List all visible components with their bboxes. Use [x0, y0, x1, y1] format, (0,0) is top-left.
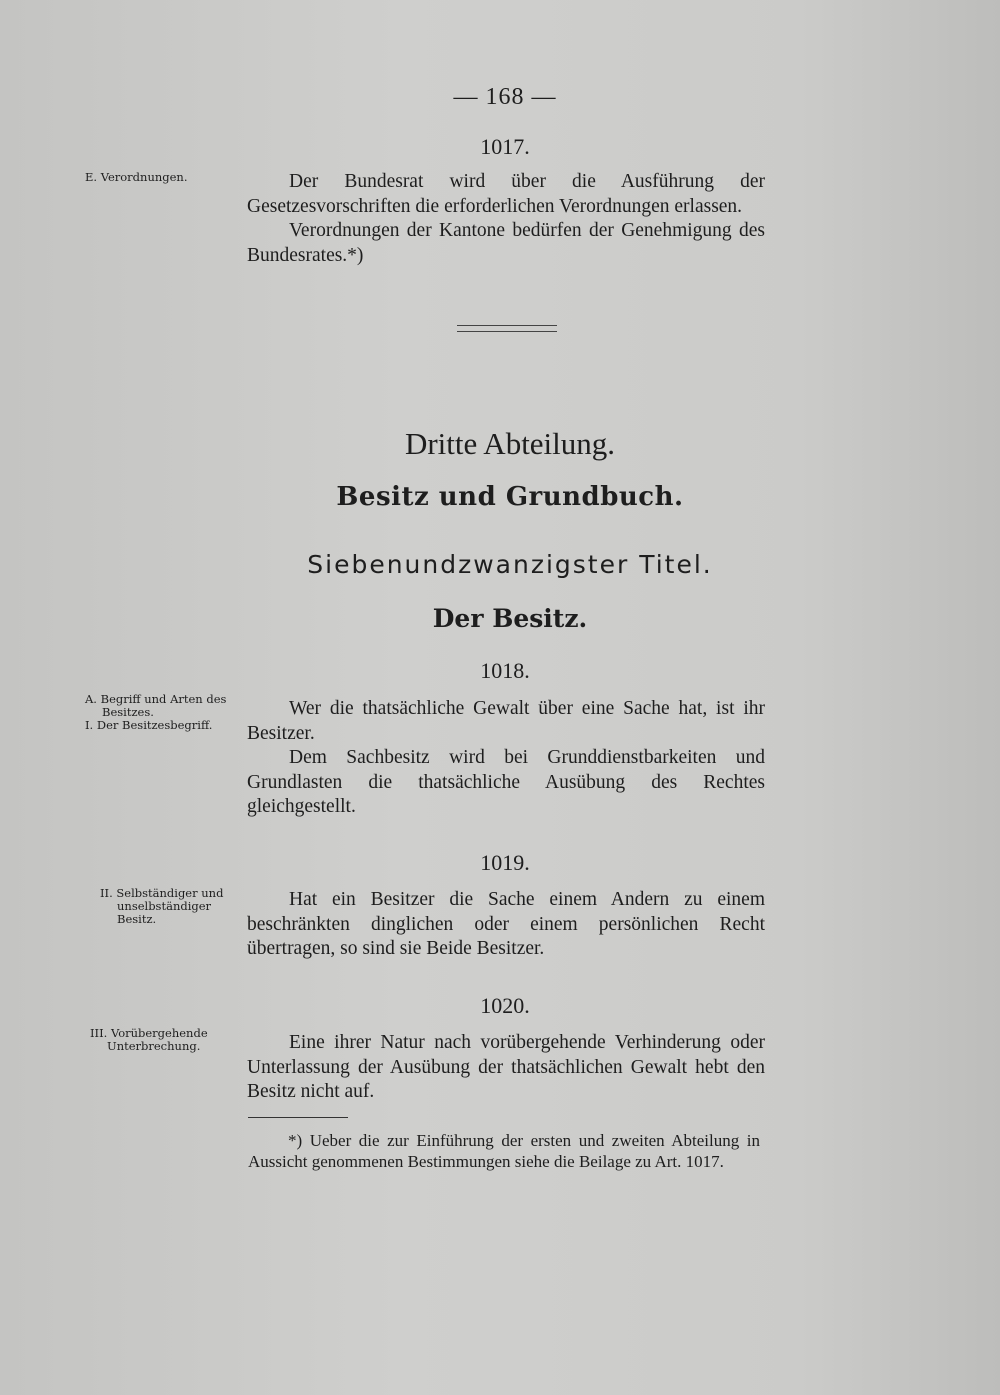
article-paragraph: Dem Sachbesitz wird bei Grunddienstbarkeiten und Grundlasten die thatsächliche Ausübung des Rechtes gleichgestellt. — [247, 747, 765, 817]
article-number-1018: 1018. — [480, 658, 530, 683]
article-body-1020 — [247, 1031, 765, 1105]
sidenote-line: Besitz. — [117, 912, 157, 926]
sidenote-line: II. Selbständiger und — [100, 886, 224, 900]
article-number-1020: 1020. — [480, 993, 530, 1018]
article-paragraph: Verordnungen der Kantone bedürfen der Genehmigung des Bundesrates.*) — [247, 220, 765, 266]
article-paragraph: Der Bundesrat wird über die Ausführung der Gesetzesvorschriften die erforderlichen Verordnungen erlassen. — [247, 171, 765, 217]
footnote — [248, 1130, 760, 1172]
sidenote-line: I. Der Besitzesbegriff. — [85, 718, 213, 732]
sidenote-1020 — [90, 1027, 208, 1053]
article-number-1019: 1019. — [480, 850, 530, 875]
title-name: Der Besitz. — [432, 604, 588, 633]
footnote-text: *) Ueber die zur Einführung der ersten und zweiten Abteilung in Aussicht genommenen Bestimmungen siehe die Beilage zu Art. 1017. — [248, 1131, 760, 1171]
division-title: Besitz und Grundbuch. — [336, 482, 684, 512]
sidenote-line: E. Verordnungen. — [85, 170, 188, 184]
sidenote-line: A. Begriff und Arten des — [85, 692, 227, 706]
sidenote-line: Unterbrechung. — [107, 1039, 201, 1053]
article-body-1019 — [247, 888, 765, 962]
sidenote-line: Besitzes. — [102, 705, 154, 719]
article-paragraph: Eine ihrer Natur nach vorübergehende Verhinderung oder Unterlassung der Ausübung der thatsächlichen Gewalt hebt den Besitz nicht auf. — [247, 1032, 765, 1102]
footnote-rule — [248, 1117, 348, 1118]
article-paragraph: Hat ein Besitzer die Sache einem Andern zu einem beschränkten dinglichen oder einem persönlichen Recht übertragen, so sind sie Beide Besitzer. — [247, 889, 765, 959]
sidenote-line: III. Vorübergehende — [90, 1026, 208, 1040]
section-divider — [457, 325, 557, 332]
sidenote-1017 — [85, 171, 188, 184]
division-heading: Dritte Abteilung. — [404, 426, 616, 461]
article-body-1017 — [247, 170, 765, 268]
page-number: — 168 — — [453, 84, 557, 110]
title-heading: Siebenundzwanzigster Titel. — [307, 550, 713, 579]
article-number-1017: 1017. — [480, 134, 530, 159]
sidenote-1019 — [100, 887, 223, 926]
article-paragraph: Wer die thatsächliche Gewalt über eine Sache hat, ist ihr Besitzer. — [247, 698, 765, 744]
sidenote-1018 — [85, 693, 226, 732]
sidenote-line: unselbständiger — [117, 899, 212, 913]
article-body-1018 — [247, 697, 765, 820]
